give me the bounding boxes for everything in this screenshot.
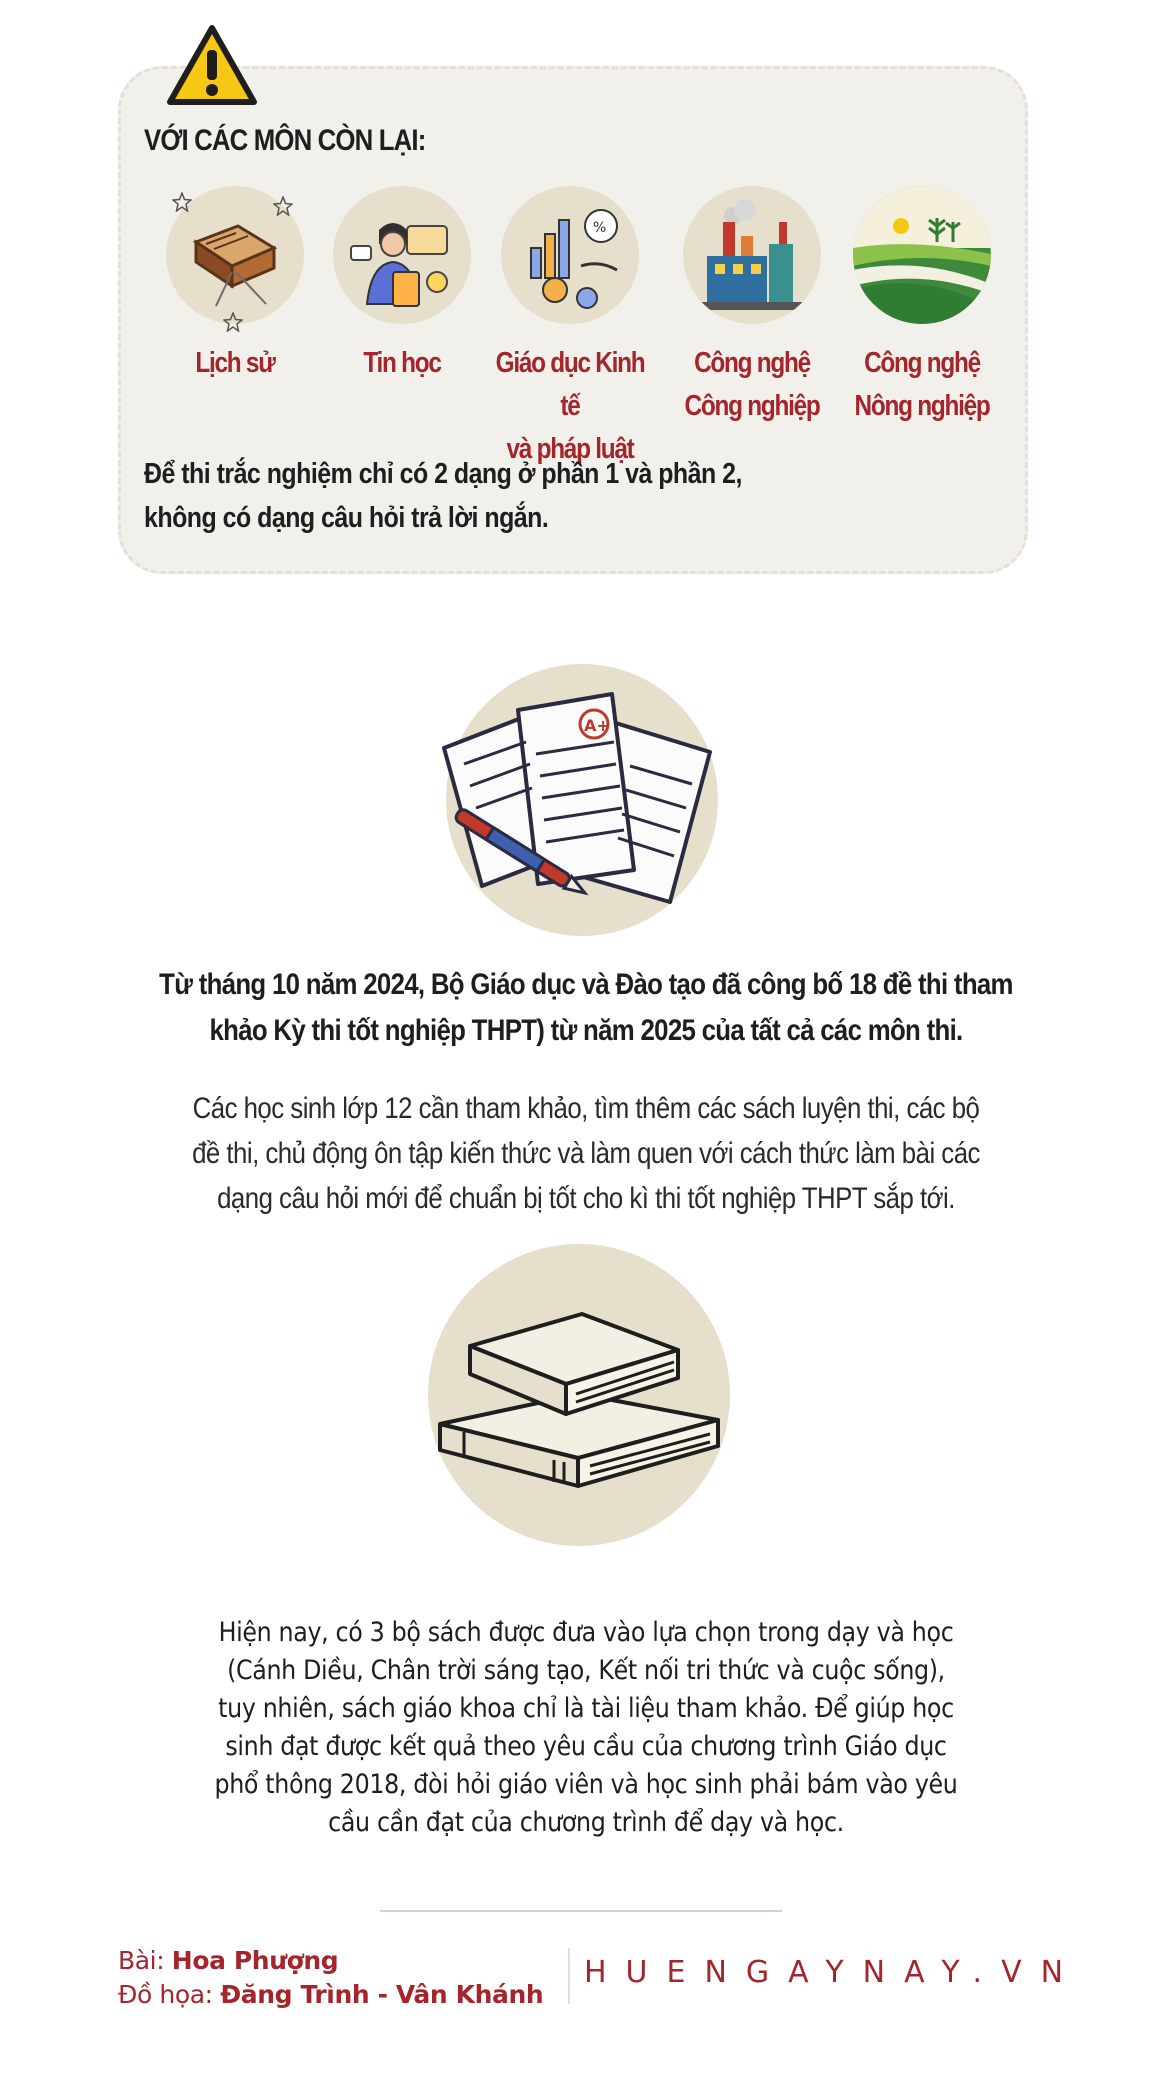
subject-label: Giáo dục Kinh tế và pháp luật [495, 347, 645, 465]
author-name: Hoa Phượng [171, 1946, 339, 1975]
computer-science-icon [333, 186, 471, 324]
site-logo-text[interactable]: HUENGAYNAY.VN [584, 1955, 1083, 1990]
economics-law-icon [501, 186, 639, 324]
subject-label: Lịch sử [195, 347, 275, 379]
section1-title: Từ tháng 10 năm 2024, Bộ Giáo dục và Đào tạo đã công bố 18 đề thi tham khảo Kỳ thi tốt nghiệp THPT) từ năm 2025 của tất cả các môn thi. [159, 968, 1013, 1047]
subject-industry [662, 186, 842, 428]
subject-economics-law [480, 186, 660, 471]
agriculture-field-icon [853, 186, 991, 324]
subject-history [145, 186, 325, 385]
warning-icon [166, 24, 258, 108]
footer-divider [380, 1910, 782, 1912]
card-note: Để thi trắc nghiệm chỉ có 2 dạng ở phần 1 và phần 2, không có dạng câu hỏi trả lời ngắn. [144, 458, 742, 534]
svg-text:%: % [593, 220, 607, 236]
section1-body: Các học sinh lớp 12 cần tham khảo, tìm thêm các sách luyện thi, các bộ đề thi, chủ động ôn tập kiến thức và làm quen với cách thức làm bài các dạng câu hỏi mới để chuẩn bị tốt cho kì thi tốt nghiệp THPT sắp tới. [192, 1092, 980, 1215]
footer-separator [568, 1948, 570, 2004]
author-label: Bài: [118, 1946, 165, 1975]
subject-computer-science [312, 186, 492, 385]
exam-papers-icon [430, 680, 740, 920]
grade-mark: A+ [584, 716, 610, 735]
industry-factory-icon [683, 186, 821, 324]
star-icon [223, 312, 243, 332]
graphics-name: Đăng Trình - Vân Khánh [220, 1980, 544, 2009]
subject-label: Tin học [363, 347, 441, 379]
card-heading: VỚI CÁC MÔN CÒN LẠI: [144, 124, 426, 157]
books-icon [430, 1290, 730, 1490]
star-icon [172, 192, 192, 212]
subject-label: Công nghệ Công nghiệp [684, 347, 820, 422]
subject-label: Công nghệ Nông nghiệp [854, 347, 990, 422]
section2-body: Hiện nay, có 3 bộ sách được đưa vào lựa chọn trong dạy và học (Cánh Diều, Chân trời sáng tạo, Kết nối tri thức và cuộc sống), tuy nhiên, sách giáo khoa chỉ là tài liệu tham khảo. Để giúp học sinh đạt được kết quả theo yêu cầu của chương trình Giáo dục phổ thông 2018, đòi hỏi giáo viên và học sinh phải bám vào yêu cầu cần đạt của chương trình để dạy và học. [214, 1617, 958, 1838]
subject-agriculture [832, 186, 1012, 428]
author-credit [118, 1946, 338, 1975]
graphics-credit [118, 1980, 543, 2009]
star-icon [273, 196, 293, 216]
graphics-label: Đồ họa: [118, 1980, 213, 2009]
